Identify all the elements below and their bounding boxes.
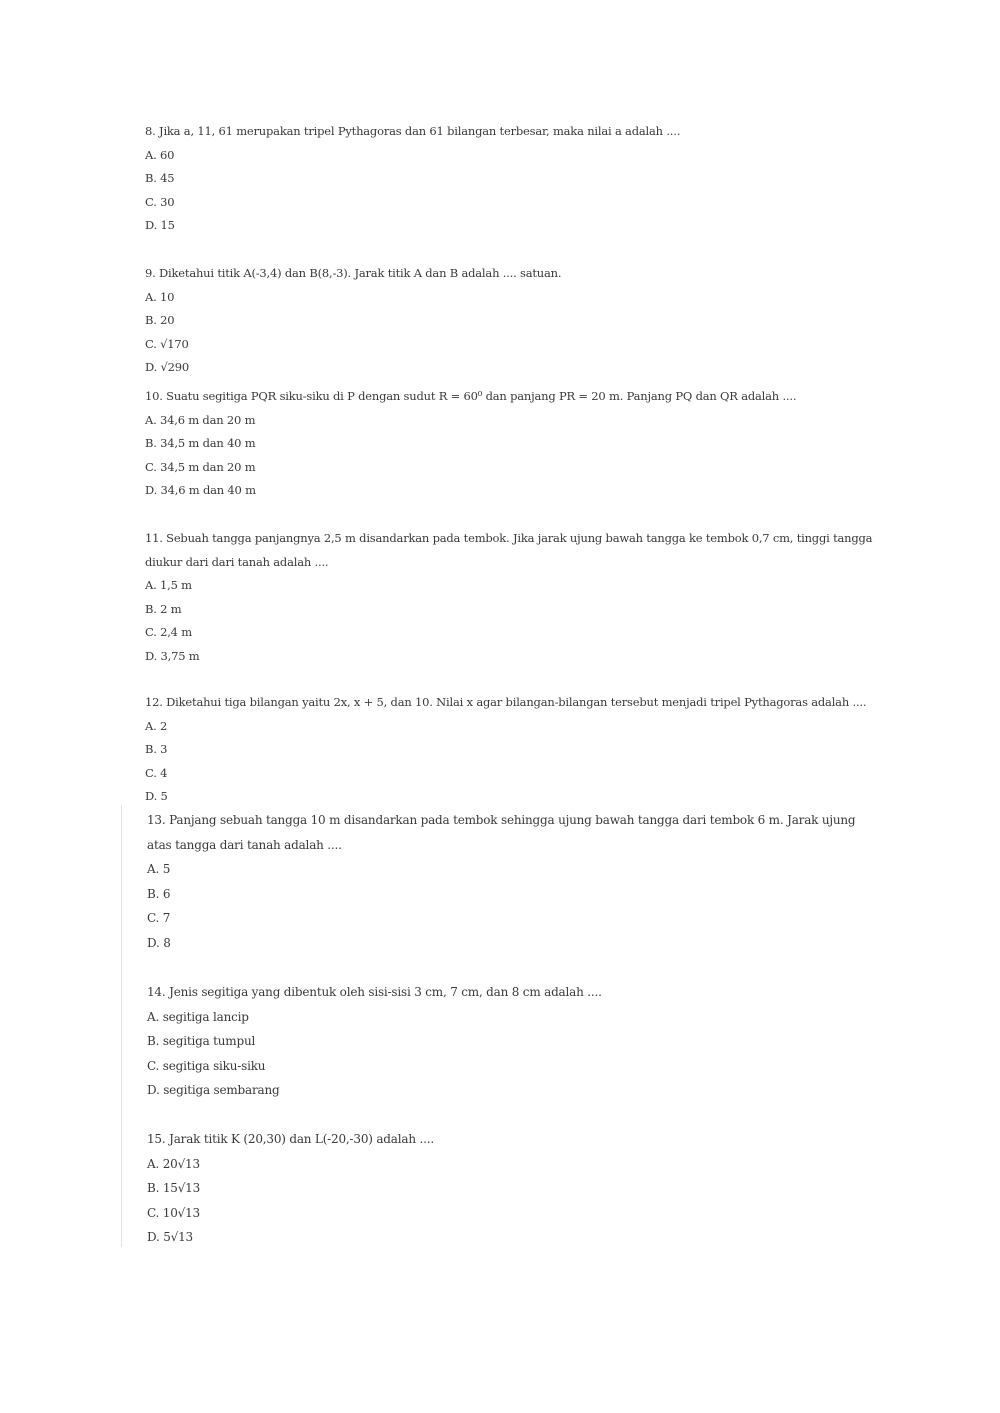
option-b: B. segitiga tumpul (147, 1034, 256, 1049)
margin-rule (121, 805, 122, 1247)
option-a: A. 1,5 m (145, 578, 192, 592)
question-11 (145, 527, 875, 668)
option-d: D. segitiga sembarang (147, 1083, 280, 1098)
option-d: D. 3,75 m (145, 648, 200, 663)
option-c: C. 7 (147, 911, 171, 926)
question-12 (145, 691, 875, 809)
option-c: C. 10√13 (147, 1205, 200, 1220)
question-text: 10. Suatu segitiga PQR siku-siku di P dengan sudut R = 60⁰ dan panjang PR = 20 m. Panjang PQ dan QR adalah .... (145, 389, 797, 403)
option-b: B. 45 (145, 171, 175, 185)
question-text: 14. Jenis segitiga yang dibentuk oleh sisi-sisi 3 cm, 7 cm, dan 8 cm adalah .... (147, 985, 602, 999)
question-text: 13. Panjang sebuah tangga 10 m disandarkan pada tembok sehingga ujung bawah tangga dari tembok 6 m. Jarak ujung atas tangga dari tanah adalah .... (147, 813, 860, 852)
question-text: 15. Jarak titik K (20,30) dan L(-20,-30) adalah .... (147, 1132, 434, 1146)
question-text: 12. Diketahui tiga bilangan yaitu 2x, x + 5, dan 10. Nilai x agar bilangan-bilangan tersebut menjadi tripel Pythagoras adalah .... (145, 695, 867, 709)
option-b: B. 34,5 m dan 40 m (145, 436, 256, 450)
option-a: A. segitiga lancip (147, 1009, 249, 1024)
option-b: B. 15√13 (147, 1181, 201, 1196)
option-a: A. 2 (145, 718, 168, 733)
option-c: C. √170 (145, 336, 189, 351)
option-a: A. 20√13 (147, 1156, 200, 1171)
option-b: B. 20 (145, 313, 175, 327)
option-a: A. 34,6 m dan 20 m (145, 412, 256, 427)
question-text: 9. Diketahui titik A(-3,4) dan B(8,-3). Jarak titik A dan B adalah .... satuan. (145, 266, 562, 280)
option-a: A. 10 (145, 289, 175, 304)
option-c: C. 2,4 m (145, 625, 192, 639)
option-d: D. 34,6 m dan 40 m (145, 483, 256, 497)
option-a: A. 60 (145, 147, 175, 162)
question-10 (145, 385, 875, 503)
option-b: B. 6 (147, 886, 171, 901)
option-c: C. 34,5 m dan 20 m (145, 459, 256, 474)
question-15 (147, 1127, 877, 1250)
option-d: D. 15 (145, 218, 175, 232)
question-9 (145, 262, 875, 380)
question-8 (145, 120, 875, 238)
option-c: C. 4 (145, 765, 168, 780)
option-d: D. 5 (145, 789, 168, 803)
question-14 (147, 980, 877, 1103)
option-c: C. segitiga siku-siku (147, 1058, 266, 1073)
question-text: 11. Sebuah tangga panjangnya 2,5 m disandarkan pada tembok. Jika jarak ujung bawah tangga ke tembok 0,7 cm, tinggi tangga diukur dari dari tanah adalah .... (145, 531, 876, 569)
option-b: B. 3 (145, 742, 168, 756)
option-d: D. √290 (145, 360, 189, 374)
option-c: C. 30 (145, 194, 175, 209)
option-b: B. 2 m (145, 601, 182, 616)
option-d: D. 8 (147, 935, 171, 950)
question-text: 8. Jika a, 11, 61 merupakan tripel Pythagoras dan 61 bilangan terbesar, maka nilai a adalah .... (145, 124, 681, 138)
question-13 (147, 808, 877, 956)
option-a: A. 5 (147, 862, 171, 877)
option-d: D. 5√13 (147, 1230, 193, 1245)
